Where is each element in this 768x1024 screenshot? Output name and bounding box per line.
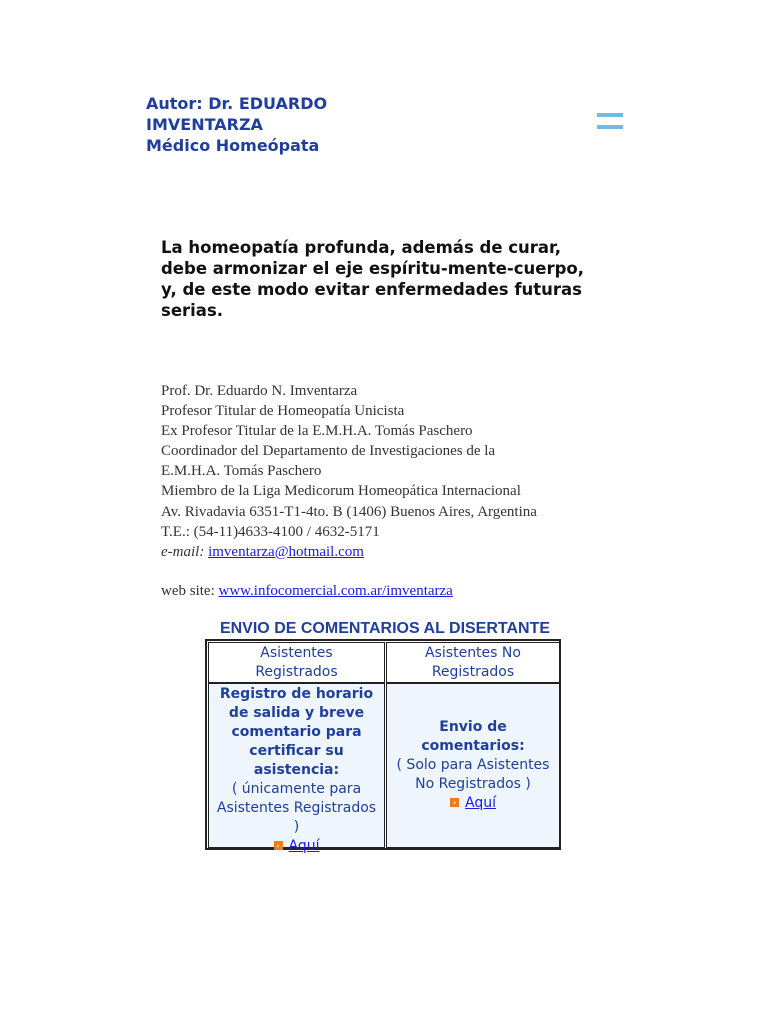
author-heading [146,93,406,156]
contact-line: Profesor Titular de Homeopatía Unicista [161,403,405,420]
unregistered-content [387,718,559,813]
website-label: web site: [161,583,215,599]
comments-table [205,639,561,854]
header-registered [208,642,385,683]
quote-line: debe armonizar el eje espíritu-mente-cuerpo, [161,259,585,278]
header-unregistered-line-2: Registrados [431,664,515,680]
registered-note: ( únicamente para [231,781,362,797]
contact-line: Prof. Dr. Eduardo N. Imventarza [161,383,358,399]
email-label: e-mail: [161,543,205,560]
website-link[interactable]: www.infocomercial.com.ar/imventarza [218,583,453,599]
author-line-1: Autor: Dr. EDUARDO [146,94,328,113]
flag-stripe-top [597,113,623,117]
registered-text: certificar su [249,743,344,759]
website-row [161,581,453,601]
flag-stripe-bottom [597,125,623,129]
quote-line: y, de este modo evitar enfermedades futuras [161,280,582,299]
registered-aqui-link[interactable]: Aquí [288,838,320,854]
unregistered-text: comentarios: [421,738,525,754]
unregistered-note: No Registrados ) [415,776,531,792]
orange-arrow-icon: › [450,798,459,807]
registered-note: Asistentes Registrados [216,800,377,816]
author-line-2: IMVENTARZA [146,115,263,134]
contact-line: Miembro de la Liga Medicorum Homeopática Internacional [161,483,521,500]
unregistered-text: Envio de [439,719,507,735]
contact-line: Ex Profesor Titular de la E.M.H.A. Tomás Paschero [161,423,473,440]
author-line-3: Médico Homeópata [146,136,320,155]
registered-link-row [209,837,384,856]
homeopathy-quote [161,237,621,321]
comments-section-title: ENVIO DE COMENTARIOS AL DISERTANTE [219,620,551,637]
unregistered-aqui-link[interactable]: Aquí [465,795,496,811]
contact-block [161,381,631,562]
registered-text: de salida y breve [228,705,365,721]
unregistered-link-row [387,794,559,813]
contact-line: Av. Rivadavia 6351-T1-4to. B (1406) Buenos Aires, Argentina [161,503,537,520]
orange-arrow-icon: › [274,841,283,850]
contact-line: T.E.: (54-11)4633-4100 / 4632-5171 [161,523,380,540]
registered-cell [208,683,385,854]
contact-line: E.M.H.A. Tomás Paschero [161,463,322,480]
header-unregistered [386,642,560,683]
quote-line: serias. [161,301,224,320]
email-row [161,542,631,562]
quote-line: La homeopatía profunda, además de curar, [161,238,562,257]
unregistered-note: ( Solo para Asistentes [396,757,550,773]
registered-text: Registro de horario [219,686,374,702]
registered-text: comentario para [231,724,362,740]
registered-text: asistencia: [253,762,340,778]
flag-stripe-middle [597,119,623,123]
header-registered-line-1: Asistentes [260,645,333,661]
header-unregistered-line-1: Asistentes No [425,645,521,661]
contact-line: Coordinador del Departamento de Investigaciones de la [161,443,496,460]
unregistered-cell [386,683,560,848]
argentina-flag-icon [597,113,623,130]
email-link[interactable]: imventarza@hotmail.com [208,543,364,560]
header-registered-line-2: Registrados [255,664,338,680]
registered-note: ) [293,819,300,835]
